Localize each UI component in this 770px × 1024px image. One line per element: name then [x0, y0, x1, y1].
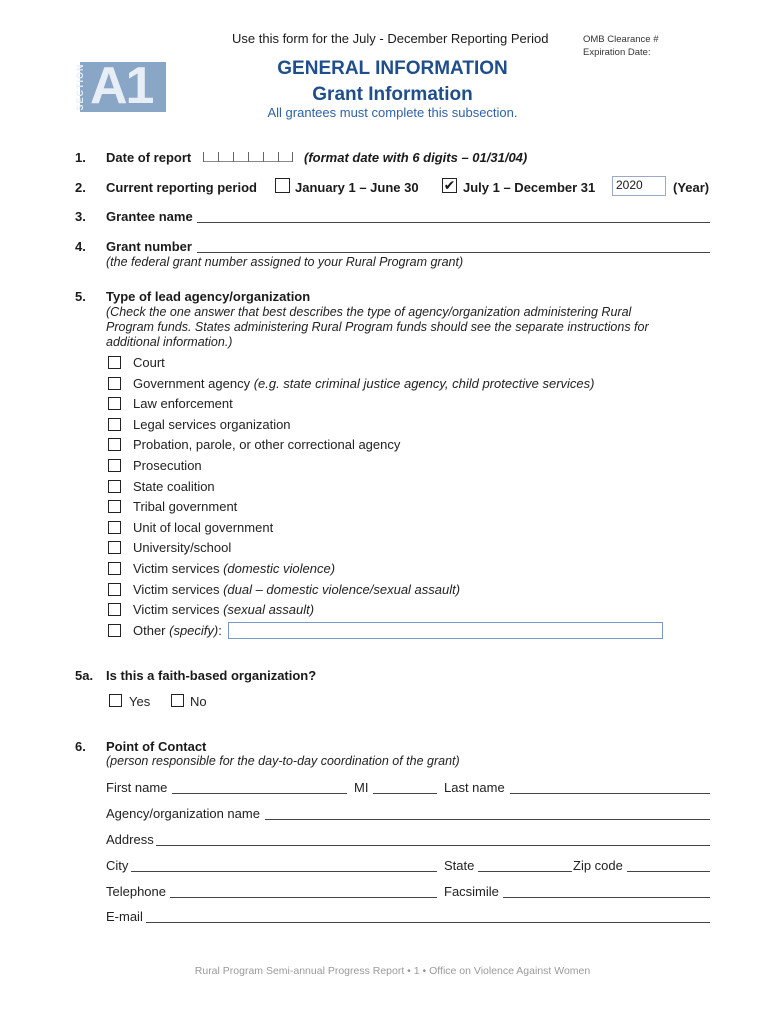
section-code: A1	[90, 57, 153, 115]
agency-option-label: Law enforcement	[133, 396, 233, 411]
q5-hint-line3: additional information.)	[106, 335, 233, 349]
q2-label: Current reporting period	[106, 180, 257, 195]
last-name-field[interactable]	[510, 793, 710, 794]
city-label: City	[106, 858, 129, 873]
first-name-label: First name	[106, 780, 168, 795]
agency-option-label: Prosecution	[133, 458, 202, 473]
faith-yes-label: Yes	[129, 694, 151, 709]
agency-option-checkbox[interactable]	[108, 377, 121, 390]
agency-option-label: Victim services (dual – domestic violence/sexual assault)	[133, 582, 461, 597]
q3-number: 3.	[75, 209, 86, 224]
agency-option-checkbox[interactable]	[108, 356, 121, 369]
period-jul-dec-label: July 1 – December 31	[463, 180, 596, 195]
q5-label: Type of lead agency/organization	[106, 289, 311, 304]
year-input[interactable]: 2020	[612, 176, 666, 196]
telephone-field[interactable]	[170, 897, 437, 898]
agency-option-label: Unit of local government	[133, 520, 274, 535]
telephone-label: Telephone	[106, 884, 166, 899]
faith-no-label: No	[190, 694, 207, 709]
agency-name-label: Agency/organization name	[106, 806, 260, 821]
period-jul-dec-checkbox[interactable]: ✔	[443, 177, 456, 193]
q5-hint-line2: Program funds. States administering Rural Program funds should see the separate instructions for	[106, 320, 649, 334]
agency-name-field[interactable]	[265, 819, 710, 820]
first-name-field[interactable]	[172, 793, 347, 794]
address-field[interactable]	[156, 845, 710, 846]
q5-hint-line1: (Check the one answer that best describes the type of agency/organization administering Rural	[106, 305, 632, 319]
mi-field[interactable]	[373, 793, 437, 794]
email-field[interactable]	[146, 922, 710, 923]
other-specify-input[interactable]	[228, 622, 663, 639]
city-field[interactable]	[131, 871, 437, 872]
agency-option-label: Legal services organization	[133, 417, 291, 432]
mi-label: MI	[354, 780, 369, 795]
agency-option-checkbox[interactable]	[108, 583, 121, 596]
q4-label: Grant number	[106, 239, 192, 254]
agency-option-label: Tribal government	[133, 499, 238, 514]
agency-option-label: Victim services (sexual assault)	[133, 602, 315, 617]
section-word: SECTION	[75, 63, 85, 111]
instruction-text: All grantees must complete this subsection.	[267, 105, 518, 120]
reporting-period-note: Use this form for the July - December Reporting Period	[232, 31, 549, 46]
q5a-number: 5a.	[75, 668, 94, 683]
email-label: E-mail	[106, 909, 143, 924]
q6-number: 6.	[75, 739, 86, 754]
grantee-name-field[interactable]	[197, 222, 710, 223]
date-of-report-input[interactable]	[203, 140, 293, 162]
agency-option-label: University/school	[133, 540, 232, 555]
q1-number: 1.	[75, 150, 86, 165]
agency-option-checkbox[interactable]	[108, 480, 121, 493]
address-label: Address	[106, 832, 154, 847]
agency-option-checkbox[interactable]	[108, 500, 121, 513]
q2-number: 2.	[75, 180, 86, 195]
zip-label: Zip code	[573, 858, 623, 873]
facsimile-field[interactable]	[503, 897, 710, 898]
q3-label: Grantee name	[106, 209, 193, 224]
agency-option-label: Victim services (domestic violence)	[133, 561, 336, 576]
agency-option-checkbox[interactable]	[108, 603, 121, 616]
q1-hint: (format date with 6 digits – 01/31/04)	[304, 150, 528, 165]
faith-yes-checkbox[interactable]	[109, 694, 122, 707]
faith-no-checkbox[interactable]	[171, 694, 184, 707]
q5a-label: Is this a faith-based organization?	[106, 668, 317, 683]
page-title: GENERAL INFORMATION	[277, 58, 508, 79]
q6-hint: (person responsible for the day-to-day coordination of the grant)	[106, 754, 460, 768]
facsimile-label: Facsimile	[444, 884, 499, 899]
agency-option-label: Government agency (e.g. state criminal justice agency, child protective services)	[133, 376, 595, 391]
page-subtitle: Grant Information	[312, 84, 473, 105]
omb-clearance: OMB Clearance #	[583, 34, 659, 45]
q1-label: Date of report	[106, 150, 192, 165]
agency-option-checkbox[interactable]	[108, 397, 121, 410]
state-field[interactable]	[478, 871, 572, 872]
agency-option-checkbox[interactable]	[108, 541, 121, 554]
q4-hint: (the federal grant number assigned to your Rural Program grant)	[106, 255, 464, 269]
agency-option-checkbox[interactable]	[108, 562, 121, 575]
state-label: State	[444, 858, 475, 873]
q6-label: Point of Contact	[106, 739, 207, 754]
page-footer: Rural Program Semi-annual Progress Report • 1 • Office on Violence Against Women	[194, 965, 591, 977]
period-jan-jun-checkbox[interactable]	[275, 178, 290, 193]
zip-field[interactable]	[627, 871, 710, 872]
agency-option-label: Court	[133, 355, 165, 370]
agency-option-label: Probation, parole, or other correctional agency	[133, 437, 401, 452]
omb-info	[583, 33, 659, 59]
year-label: (Year)	[673, 180, 710, 195]
agency-option-label: Other (specify):	[133, 623, 222, 638]
agency-option-checkbox[interactable]	[108, 418, 121, 431]
q5-number: 5.	[75, 289, 86, 304]
agency-option-checkbox[interactable]	[108, 521, 121, 534]
agency-option-checkbox[interactable]	[108, 438, 121, 451]
period-jan-jun-label: January 1 – June 30	[295, 180, 419, 195]
agency-option-label: State coalition	[133, 479, 215, 494]
expiration-date: Expiration Date:	[583, 47, 651, 58]
grant-number-field[interactable]	[197, 252, 710, 253]
last-name-label: Last name	[444, 780, 505, 795]
q4-number: 4.	[75, 239, 86, 254]
agency-option-checkbox[interactable]	[108, 624, 121, 637]
agency-option-checkbox[interactable]	[108, 459, 121, 472]
